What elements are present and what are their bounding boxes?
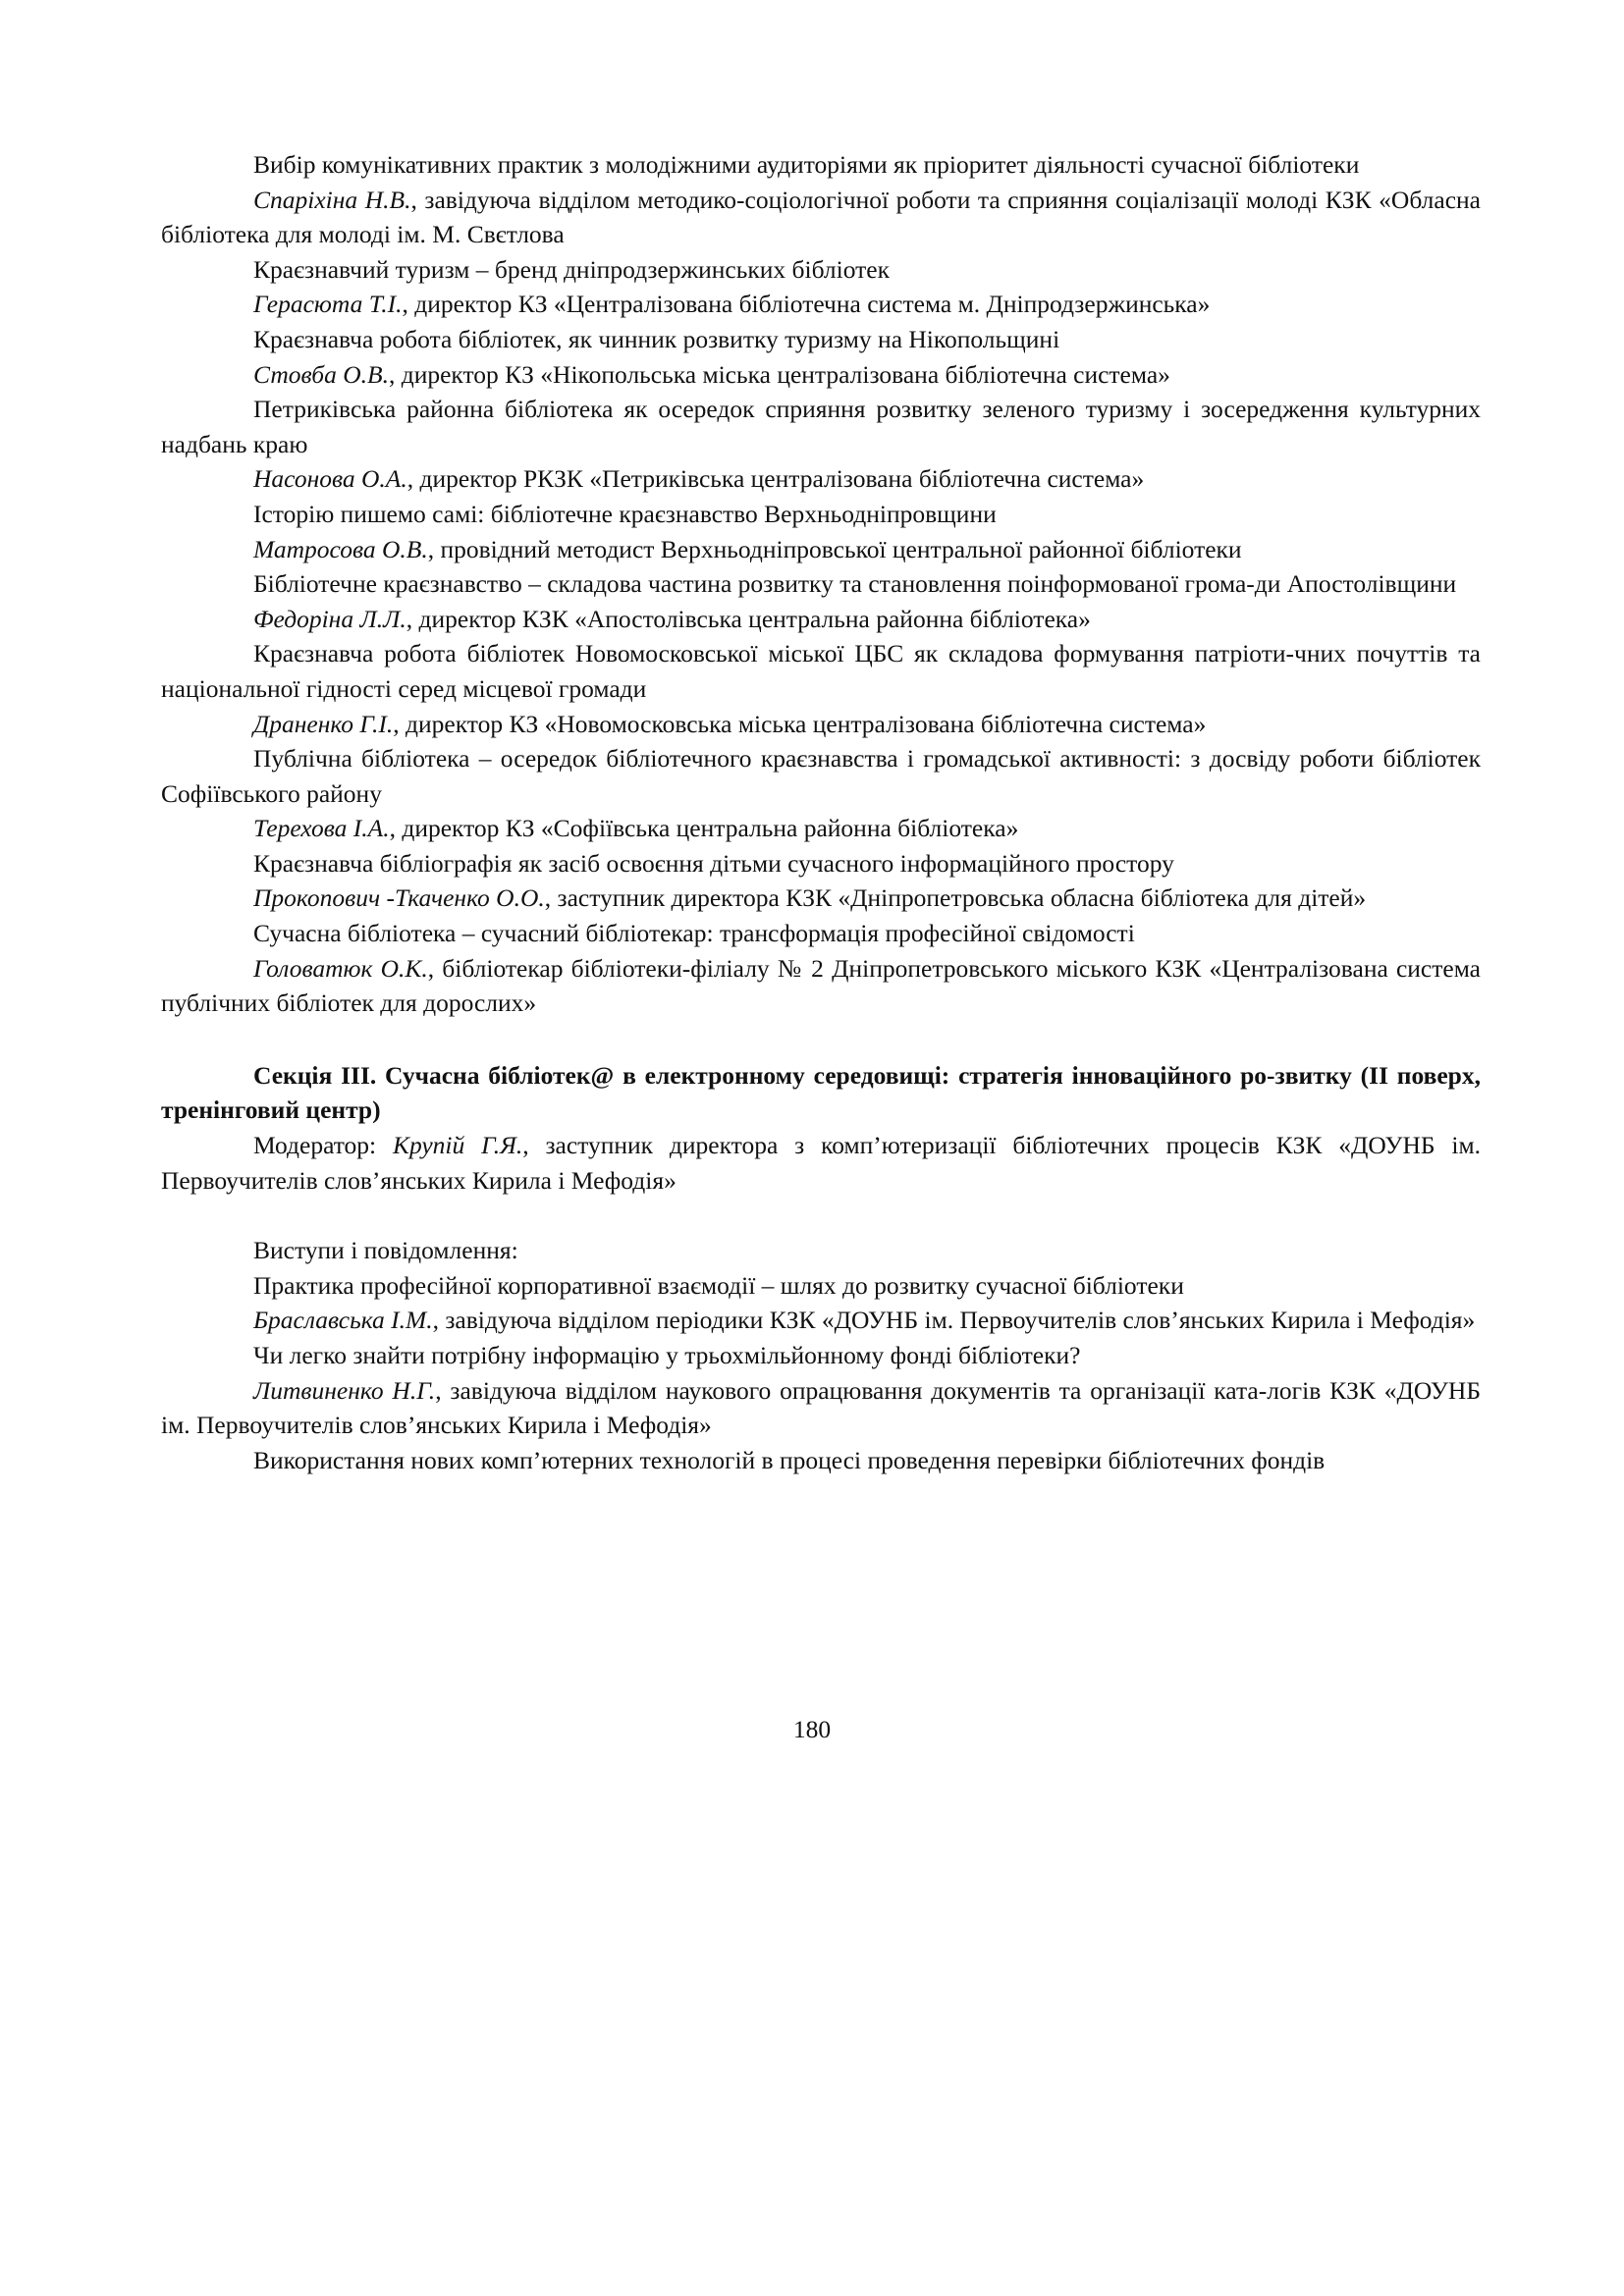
talk-title: Краєзнавча робота бібліотек, як чинник розвитку туризму на Нікопольщині (253, 324, 1060, 353)
talk-title: Використання нових комп’ютерних технологій в процесі проведення перевірки бібліотечних фондів (253, 1445, 1326, 1474)
section-heading (161, 1058, 1481, 1128)
talk-title: Практика професійної корпоративної взаємодії – шлях до розвитку сучасної бібліотеки (253, 1270, 1184, 1300)
speaker-name: Герасюта Т.І. (253, 290, 403, 319)
speaker-name: Прокопович -Ткаченко О.О. (253, 883, 545, 913)
speaker-affiliation: , директор КЗК «Апостолівська центральна районна бібліотека» (406, 604, 1091, 633)
document-page (161, 147, 1481, 1477)
speaker-affiliation: , завідуюча відділом наукового опрацювання документів та організації ката-логів КЗК «ДОУНБ ім. Первоучителів слов’янських Кирила і Мефодія» (161, 1375, 1481, 1440)
speaker-affiliation: , директор КЗ «Централізована бібліотечна система м. Дніпродзержинська» (402, 290, 1211, 319)
speaker-line (161, 183, 1481, 252)
page-number: 180 (792, 1715, 832, 1743)
speaker-name: Головатюк О.К. (253, 953, 428, 983)
talk-title: Краєзнавча робота бібліотек Новомосковської міської ЦБС як складова формування патріоти-чних почуттів та національної гідності серед місцевої громади (161, 639, 1481, 703)
speaker-line (161, 951, 1481, 1021)
speaker-line (161, 602, 1481, 637)
speaker-name: Стовба О.В. (253, 359, 389, 389)
speaker-name: Федоріна Л.Л. (253, 604, 406, 633)
speaker-line (161, 811, 1481, 846)
speaker-affiliation: , заступник директора КЗК «Дніпропетровська обласна бібліотека для дітей» (544, 883, 1367, 913)
speaker-line (161, 287, 1481, 322)
talk-title: Історію пишемо самі: бібліотечне краєзнавство Верхньодніпровщини (253, 499, 997, 528)
section-heading-text: Секція ІІІ. Сучасна бібліотек@ в електронному середовищі: стратегія інноваційного ро-звитку (ІІ поверх, тренінговий центр) (161, 1060, 1481, 1125)
speaker-name: Спаріхіна Н.В. (253, 185, 411, 214)
talk-title: Бібліотечне краєзнавство – складова частина розвитку та становлення поінформованої грома-ди Апостолівщини (253, 569, 1457, 599)
speaker-name: Литвиненко Н.Г. (253, 1375, 436, 1405)
speaker-affiliation: , провідний методист Верхньодніпровської центральної районної бібліотеки (427, 534, 1242, 563)
talk-title: Чи легко знайти потрібну інформацію у трьохмільйонному фонді бібліотеки? (253, 1341, 1081, 1369)
talk-title: Петриківська районна бібліотека як осередок сприяння розвитку зеленого туризму і зосередження культурних надбань краю (161, 395, 1481, 458)
speaker-name: Драненко Г.І. (253, 709, 394, 738)
speaker-line (161, 357, 1481, 393)
talk-title: Краєзнавча бібліографія як засіб освоєння дітьми сучасного інформаційного простору (253, 848, 1174, 878)
section-spacer (161, 1198, 1481, 1233)
speaker-affiliation: , бібліотекар бібліотеки-філіалу № 2 Дніпропетровського міського КЗК «Централізована система публічних бібліотек для дорослих» (161, 953, 1481, 1018)
speaker-name: Насонова О.А. (253, 464, 407, 494)
speaker-affiliation: , завідуюча відділом періодики КЗК «ДОУНБ ім. Первоучителів слов’янських Кирила і Мефодія» (432, 1306, 1476, 1335)
talk-title: Публічна бібліотека – осередок бібліотечного краєзнавства і громадської активності: з досвіду роботи бібліотек Софіївського району (161, 744, 1481, 808)
talks-label: Виступи і повідомлення: (253, 1236, 518, 1265)
speaker-line (161, 1303, 1481, 1338)
speaker-affiliation: , директор КЗ «Софіївська центральна районна бібліотека» (389, 814, 1019, 843)
speaker-line (161, 532, 1481, 567)
moderator-line (161, 1128, 1481, 1198)
moderator-label: Модератор: (253, 1131, 394, 1160)
talk-title: Краєзнавчий туризм – бренд дніпродзержинських бібліотек (253, 254, 890, 284)
speaker-name: Терехова І.А. (253, 814, 390, 843)
speaker-line (161, 461, 1481, 497)
speaker-name: Браславська І.М. (253, 1306, 433, 1335)
speaker-affiliation: , директор РКЗК «Петриківська централізована бібліотечна система» (406, 464, 1145, 494)
speaker-affiliation: , завідуюча відділом методико-соціологічної роботи та сприяння соціалізації молоді КЗК «Обласна бібліотека для молоді ім. М. Свєтлова (161, 185, 1481, 249)
speaker-affiliation: , директор КЗ «Нікопольська міська централізована бібліотечна система» (388, 359, 1170, 389)
section-spacer (161, 1021, 1481, 1058)
speaker-affiliation: , директор КЗ «Новомосковська міська централізована бібліотечна система» (393, 709, 1207, 738)
speaker-name: Матросова О.В. (253, 534, 428, 563)
speaker-line (161, 707, 1481, 742)
talk-title: Сучасна бібліотека – сучасний бібліотекар: трансформація професійної свідомості (253, 919, 1135, 948)
moderator-name: Крупій Г.Я. (393, 1131, 523, 1160)
talk-title: Вибір комунікативних практик з молодіжними аудиторіями як пріоритет діяльності сучасної бібліотеки (253, 150, 1360, 179)
moderator-affiliation: , заступник директора з комп’ютеризації бібліотечних процесів КЗК «ДОУНБ ім. Первоучителів слов’янських Кирила і Мефодія» (161, 1131, 1481, 1195)
speaker-line (161, 881, 1481, 916)
speaker-line (161, 1373, 1481, 1443)
